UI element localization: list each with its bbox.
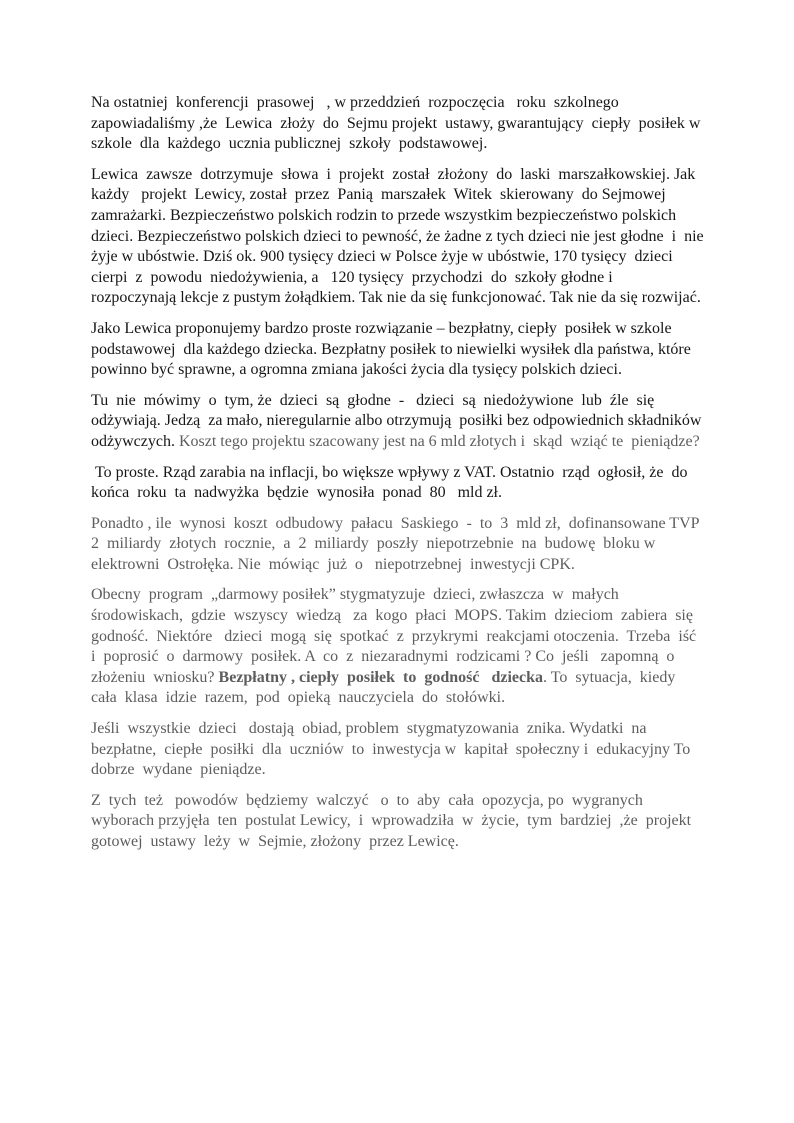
text-run: Lewica zawsze dotrzymuje słowa i projekt został złożony do laski marszałkowskiej. Jak każdy projekt Lewicy, został przez Panią marszałek Witek skierowany do Sejmowej zamrażarki. Bezpieczeństwo polskich rodzin to przede wszystkim bezpieczeństwo polskich dzieci. Bezpieczeństwo polskich dzieci to pewność, że żadne z tych dzieci nie jest głodne i nie żyje w ubóstwie. Dziś ok. 900 tysięcy dzieci w Polsce żyje w ubóstwie, 170 tysięcy dzieci cierpi z powodu niedożywienia, a 120 tysięcy przychodzi do szkoły głodne i rozpoczynają lekcje z pustym żołądkiem. Tak nie da się funkcjonować. Tak nie da się rozwijać. [91, 165, 708, 307]
text-run-cost-question: Koszt tego projektu szacowany jest na 6 mld złotych i skąd wziąć te pieniądze? [178, 432, 700, 450]
text-run: Z tych też powodów będziemy walczyć o to aby cała opozycja, po wygranych wyborach przyjęła ten postulat Lewicy, i wprowadziła w życie, tym bardziej ,że projekt gotowej ustawy leży w Sejmie, złożony przez Lewicę. [91, 791, 696, 850]
paragraph-saski-palace [91, 514, 707, 576]
text-run: Ponadto , ile wynosi koszt odbudowy pałacu Saskiego - to 3 mld zł, dofinansowane TVP 2 miliardy złotych rocznie, a 2 miliardy poszły niepotrzebnie na budowę bloku w elektrowni Ostrołęka. Nie mówiąc już o niepotrzebnej inwestycji CPK. [91, 514, 707, 573]
paragraph-stigmatization [91, 585, 704, 709]
text-run: Obecny program „darmowy posiłek” stygmatyzuje dzieci, zwłaszcza w małych środowiskach, gdzie wszyscy wiedzą za kogo płaci MOPS. Takim dzieciom zabiera się godność. Niektóre dzieci mogą się spotkać z przykrymi reakcjami otoczenia. Trzeba iść i poprosić o darmowy posiłek. A co z niezaradnymi rodzicami ? Co jeśli zapomną o złożeniu wniosku? [91, 586, 701, 686]
paragraph-press-conference [91, 93, 709, 155]
text-run: Tu nie mówimy o tym, że dzieci są głodne - dzieci są niedożywione lub źle się odżywiają. Jedzą za mało, nieregularnie albo otrzymują posiłki bez odpowiednich składników odżywczych. [91, 391, 706, 450]
text-run: Jeśli wszystkie dzieci dostają obiad, problem stygmatyzowania znika. Wydatki na bezpłatne, ciepłe posiłki dla uczniów to inwestycja w kapitał społeczny i edukacyjny To dobrze wydane pieniądze. [91, 720, 695, 779]
text-run: Jako Lewica proponujemy bardzo proste rozwiązanie – bezpłatny, ciepły posiłek w szkole podstawowej dla każdego dziecka. Bezpłatny posiłek to niewielki wysiłek dla państwa, które powinno być sprawne, a ogromna zmiana jakości życia dla tysięcy polskich dzieci. [91, 319, 695, 379]
text-run: Na ostatniej konferencji prasowej , w przeddzień rozpoczęcia roku szkolnego zapowiadaliśmy ,że Lewica złoży do Sejmu projekt ustawy, gwarantujący ciepły posiłek w szkole dla każdego ucznia publicznej szkoły podstawowej. [91, 94, 709, 153]
paragraph-vat-surplus [91, 463, 704, 504]
paragraph-social-investment [91, 719, 704, 781]
text-run: To proste. Rząd zarabia na inflacji, bo większe wpływy z VAT. Ostatnio rząd ogłosił, że do końca roku ta nadwyżka będzie wynosiła ponad 80 mld zł. [91, 463, 692, 502]
paragraph-malnutrition-and-cost [91, 391, 704, 453]
text-run: . To sytuacja, kiedy cała klasa idzie razem, pod opieką nauczyciela do stołówki. [91, 668, 680, 707]
paragraph-proposal [91, 319, 704, 381]
document-body [91, 93, 709, 863]
paragraph-marszalek-freezer [91, 165, 708, 309]
text-run-bold-statement: Bezpłatny , ciepły posiłek to godność dziecka [218, 668, 543, 686]
paragraph-opposition-pledge [91, 791, 704, 853]
